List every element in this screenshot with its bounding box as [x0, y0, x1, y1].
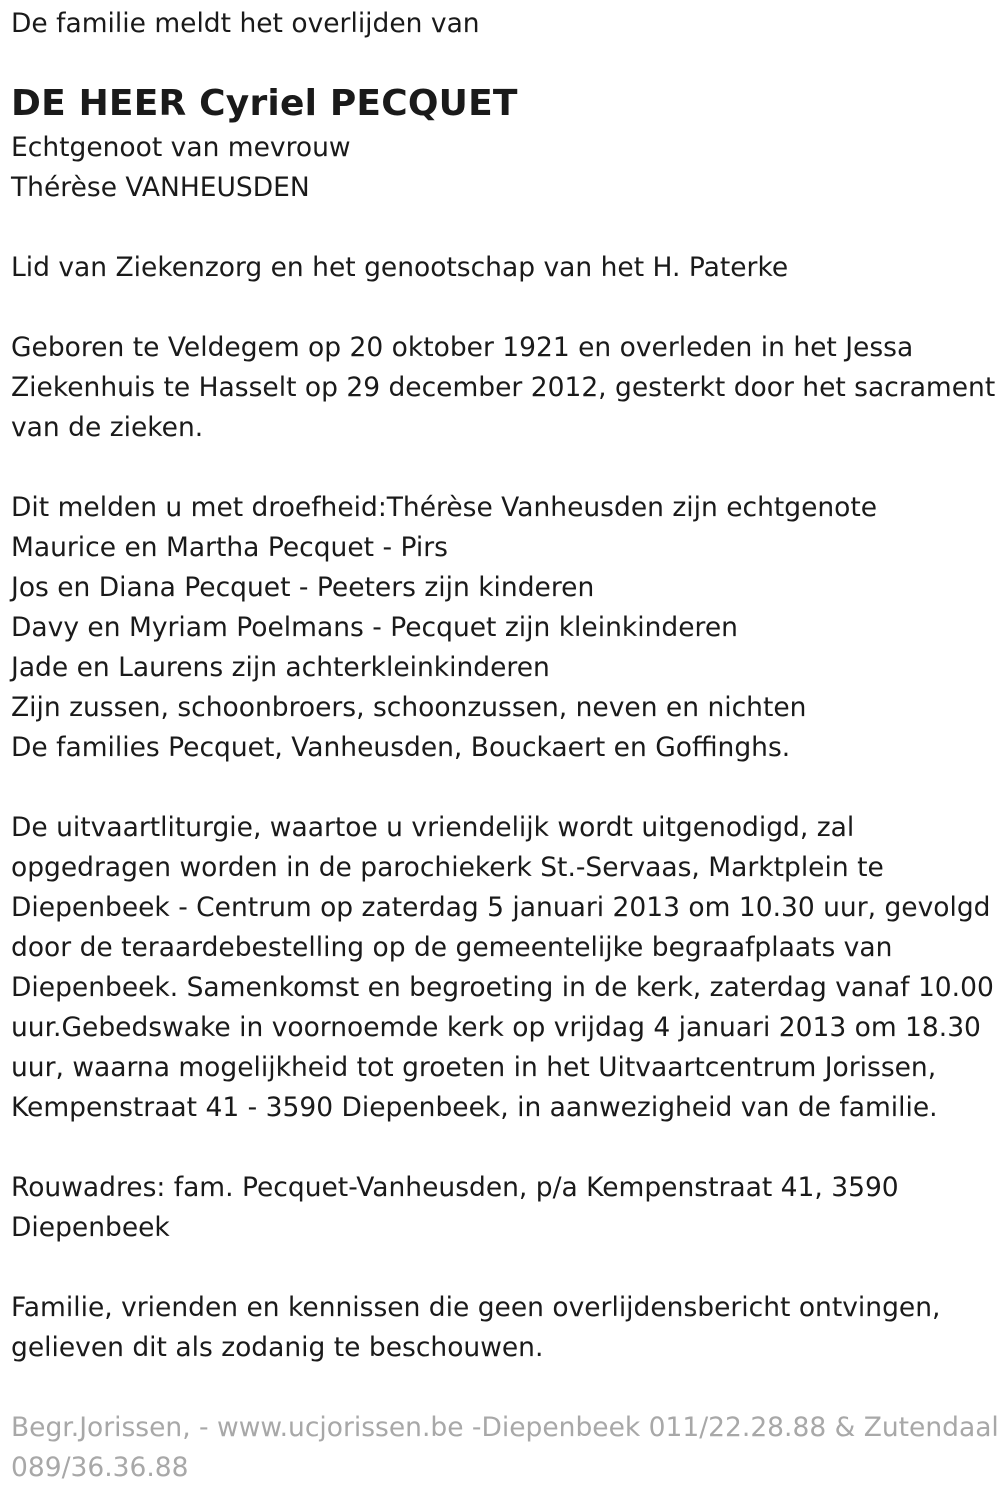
funeral-block: [11, 808, 996, 1128]
birth-death-line: Geboren te Veldegem op 20 oktober 1921 en overleden in het Jessa: [11, 332, 914, 363]
spouse-block: [11, 128, 996, 208]
family-line: De families Pecquet, Vanheusden, Bouckaert en Goffinghs.: [11, 732, 791, 763]
family-line: Jos en Diana Pecquet - Peeters zijn kinderen: [11, 572, 595, 603]
undertaker-footer: [11, 1408, 999, 1488]
footer-line: Begr.Jorissen, - www.ucjorissen.be -Diepenbeek 011/22.28.88 & Zutendaal: [11, 1412, 999, 1443]
funeral-line: Diepenbeek. Samenkomst en begroeting in de kerk, zaterdag vanaf 10.00: [11, 972, 994, 1003]
funeral-line: De uitvaartliturgie, waartoe u vriendelijk wordt uitgenodigd, zal: [11, 812, 855, 843]
family-block: [11, 488, 996, 768]
deceased-name: DE HEER Cyriel PECQUET: [11, 83, 518, 124]
address-line: Diepenbeek: [11, 1212, 170, 1243]
funeral-line: uur, waarna mogelijkheid tot groeten in het Uitvaartcentrum Jorissen,: [11, 1052, 937, 1083]
family-line: Maurice en Martha Pecquet - Pirs: [11, 532, 448, 563]
family-line: Davy en Myriam Poelmans - Pecquet zijn kleinkinderen: [11, 612, 738, 643]
birth-death-block: [11, 328, 996, 448]
address-line: Rouwadres: fam. Pecquet-Vanheusden, p/a Kempenstraat 41, 3590: [11, 1172, 899, 1203]
address-block: [11, 1168, 996, 1248]
intro-text: De familie meldt het overlijden van: [11, 8, 480, 39]
family-line: Jade en Laurens zijn achterkleinkinderen: [11, 652, 550, 683]
funeral-line: uur.Gebedswake in voornoemde kerk op vrijdag 4 januari 2013 om 18.30: [11, 1012, 981, 1043]
notice-line: gelieven dit als zodanig te beschouwen.: [11, 1332, 544, 1363]
birth-death-line: van de zieken.: [11, 412, 204, 443]
family-line: Dit melden u met droefheid:Thérèse Vanheusden zijn echtgenote: [11, 492, 878, 523]
death-notice: [11, 0, 999, 1488]
family-line: Zijn zussen, schoonbroers, schoonzussen, neven en nichten: [11, 692, 807, 723]
footer-line: 089/36.36.88: [11, 1452, 189, 1483]
birth-death-line: Ziekenhuis te Hasselt op 29 december 2012, gesterkt door het sacrament: [11, 372, 996, 403]
funeral-line: opgedragen worden in de parochiekerk St.-Servaas, Marktplein te: [11, 852, 884, 883]
funeral-line: door de teraardebestelling op de gemeentelijke begraafplaats van: [11, 932, 893, 963]
notice-line: Familie, vrienden en kennissen die geen overlijdensbericht ontvingen,: [11, 1292, 941, 1323]
membership-text: Lid van Ziekenzorg en het genootschap van het H. Paterke: [11, 252, 789, 283]
spouse-line: Echtgenoot van mevrouw: [11, 132, 351, 163]
funeral-line: Diepenbeek - Centrum op zaterdag 5 januari 2013 om 10.30 uur, gevolgd: [11, 892, 991, 923]
funeral-line: Kempenstraat 41 - 3590 Diepenbeek, in aanwezigheid van de familie.: [11, 1092, 938, 1123]
notice-block: [11, 1288, 996, 1368]
spouse-line: Thérèse VANHEUSDEN: [11, 172, 310, 203]
